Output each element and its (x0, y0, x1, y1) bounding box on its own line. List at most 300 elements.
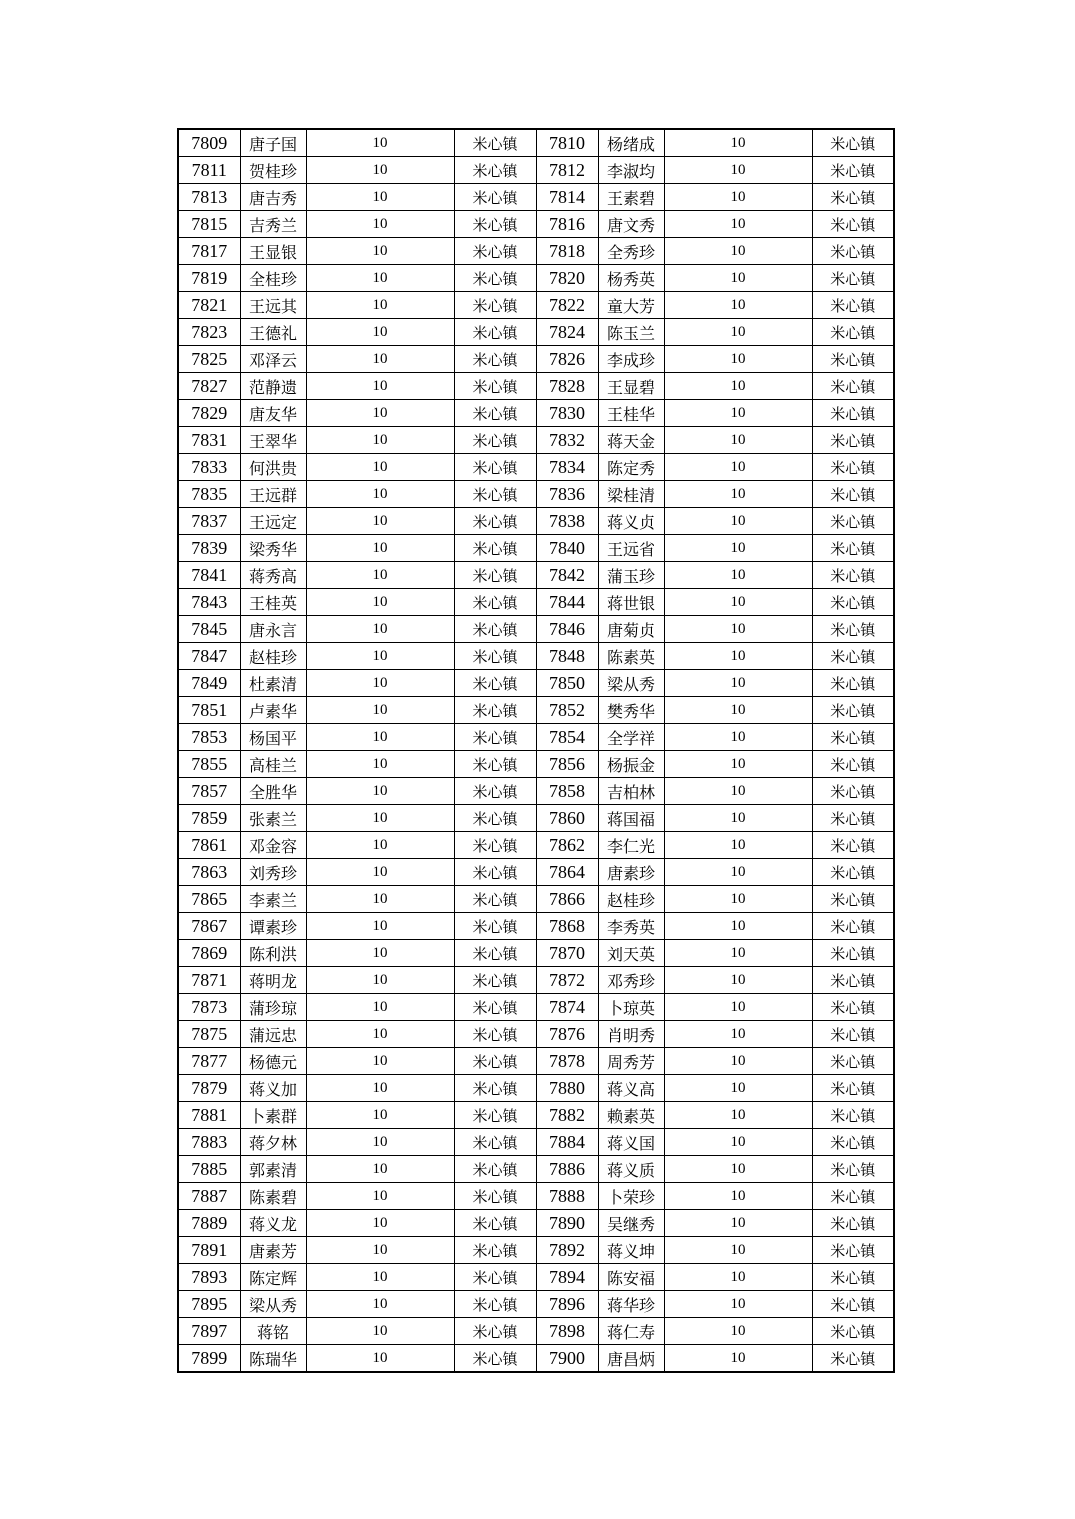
entry-number: 7848 (536, 643, 598, 670)
entry-number: 7843 (178, 589, 240, 616)
entry-town: 米心镇 (812, 184, 894, 211)
entry-amount: 10 (664, 265, 812, 292)
entry-name: 贺桂珍 (240, 157, 306, 184)
table-row (178, 157, 894, 184)
entry-town: 米心镇 (454, 1129, 536, 1156)
entry-amount: 10 (664, 562, 812, 589)
entry-name: 蒋夕林 (240, 1129, 306, 1156)
entry-number: 7814 (536, 184, 598, 211)
entry-number: 7828 (536, 373, 598, 400)
entry-number: 7869 (178, 940, 240, 967)
table-row (178, 751, 894, 778)
table-row (178, 1345, 894, 1373)
entry-name: 李素兰 (240, 886, 306, 913)
entry-amount: 10 (664, 589, 812, 616)
entry-town: 米心镇 (812, 1129, 894, 1156)
table-row (178, 562, 894, 589)
table-row (178, 697, 894, 724)
entry-town: 米心镇 (812, 1345, 894, 1373)
table-row (178, 967, 894, 994)
entry-amount: 10 (664, 1021, 812, 1048)
table-row (178, 724, 894, 751)
table-row (178, 1075, 894, 1102)
entry-number: 7818 (536, 238, 598, 265)
entry-name: 何洪贵 (240, 454, 306, 481)
entry-number: 7834 (536, 454, 598, 481)
table-row (178, 265, 894, 292)
entry-town: 米心镇 (812, 1264, 894, 1291)
entry-town: 米心镇 (454, 697, 536, 724)
entry-number: 7837 (178, 508, 240, 535)
entry-name: 谭素珍 (240, 913, 306, 940)
table-row (178, 508, 894, 535)
table-row (178, 292, 894, 319)
entry-town: 米心镇 (812, 211, 894, 238)
entry-number: 7883 (178, 1129, 240, 1156)
entry-number: 7889 (178, 1210, 240, 1237)
entry-name: 蒲玉珍 (598, 562, 664, 589)
entry-amount: 10 (306, 238, 454, 265)
entry-name: 李成珍 (598, 346, 664, 373)
entry-town: 米心镇 (812, 778, 894, 805)
entry-name: 吉秀兰 (240, 211, 306, 238)
table-row (178, 859, 894, 886)
entry-amount: 10 (664, 778, 812, 805)
entry-town: 米心镇 (812, 400, 894, 427)
entry-amount: 10 (664, 913, 812, 940)
entry-town: 米心镇 (812, 724, 894, 751)
entry-town: 米心镇 (454, 886, 536, 913)
entry-number: 7840 (536, 535, 598, 562)
entry-amount: 10 (306, 265, 454, 292)
entry-number: 7886 (536, 1156, 598, 1183)
entry-amount: 10 (664, 157, 812, 184)
entry-name: 杜素清 (240, 670, 306, 697)
entry-town: 米心镇 (812, 481, 894, 508)
entry-amount: 10 (664, 1156, 812, 1183)
entry-name: 王翠华 (240, 427, 306, 454)
entry-town: 米心镇 (812, 1210, 894, 1237)
entry-amount: 10 (306, 1129, 454, 1156)
entry-name: 王远群 (240, 481, 306, 508)
entry-amount: 10 (664, 1318, 812, 1345)
entry-number: 7894 (536, 1264, 598, 1291)
entry-town: 米心镇 (454, 589, 536, 616)
entry-name: 李仁光 (598, 832, 664, 859)
table-row (178, 1102, 894, 1129)
table-row (178, 1237, 894, 1264)
entry-town: 米心镇 (454, 238, 536, 265)
entry-amount: 10 (664, 697, 812, 724)
entry-name: 唐素珍 (598, 859, 664, 886)
entry-town: 米心镇 (454, 562, 536, 589)
entry-amount: 10 (306, 1021, 454, 1048)
entry-amount: 10 (306, 1183, 454, 1210)
table-row (178, 211, 894, 238)
entry-amount: 10 (306, 400, 454, 427)
entry-name: 蒋铭 (240, 1318, 306, 1345)
entry-number: 7858 (536, 778, 598, 805)
entry-amount: 10 (306, 1291, 454, 1318)
entry-number: 7900 (536, 1345, 598, 1373)
entry-number: 7884 (536, 1129, 598, 1156)
entry-town: 米心镇 (812, 454, 894, 481)
entry-number: 7831 (178, 427, 240, 454)
entry-name: 高桂兰 (240, 751, 306, 778)
entry-number: 7888 (536, 1183, 598, 1210)
entry-amount: 10 (664, 373, 812, 400)
entry-amount: 10 (664, 346, 812, 373)
entry-name: 陈素碧 (240, 1183, 306, 1210)
roster-body (178, 129, 894, 1372)
entry-number: 7890 (536, 1210, 598, 1237)
entry-name: 杨绪成 (598, 129, 664, 157)
entry-amount: 10 (664, 535, 812, 562)
entry-amount: 10 (306, 670, 454, 697)
entry-amount: 10 (306, 751, 454, 778)
entry-name: 王素碧 (598, 184, 664, 211)
entry-town: 米心镇 (812, 238, 894, 265)
entry-number: 7880 (536, 1075, 598, 1102)
entry-amount: 10 (664, 1048, 812, 1075)
entry-number: 7841 (178, 562, 240, 589)
entry-amount: 10 (306, 129, 454, 157)
entry-amount: 10 (664, 319, 812, 346)
entry-number: 7877 (178, 1048, 240, 1075)
table-row (178, 319, 894, 346)
table-row (178, 994, 894, 1021)
entry-amount: 10 (306, 697, 454, 724)
entry-town: 米心镇 (454, 454, 536, 481)
entry-number: 7830 (536, 400, 598, 427)
entry-number: 7817 (178, 238, 240, 265)
entry-town: 米心镇 (812, 967, 894, 994)
entry-amount: 10 (664, 886, 812, 913)
entry-name: 唐昌炳 (598, 1345, 664, 1373)
entry-amount: 10 (664, 859, 812, 886)
entry-name: 李淑均 (598, 157, 664, 184)
entry-amount: 10 (306, 292, 454, 319)
entry-name: 杨秀英 (598, 265, 664, 292)
entry-number: 7850 (536, 670, 598, 697)
entry-town: 米心镇 (454, 1318, 536, 1345)
entry-amount: 10 (664, 400, 812, 427)
entry-amount: 10 (664, 751, 812, 778)
entry-number: 7813 (178, 184, 240, 211)
entry-town: 米心镇 (812, 265, 894, 292)
entry-town: 米心镇 (812, 373, 894, 400)
entry-number: 7856 (536, 751, 598, 778)
entry-town: 米心镇 (454, 157, 536, 184)
entry-name: 陈瑞华 (240, 1345, 306, 1373)
entry-amount: 10 (664, 292, 812, 319)
entry-number: 7851 (178, 697, 240, 724)
entry-number: 7865 (178, 886, 240, 913)
entry-amount: 10 (306, 805, 454, 832)
entry-name: 肖明秀 (598, 1021, 664, 1048)
entry-name: 赵桂珍 (240, 643, 306, 670)
entry-town: 米心镇 (454, 994, 536, 1021)
entry-amount: 10 (664, 940, 812, 967)
entry-amount: 10 (664, 805, 812, 832)
entry-name: 卢素华 (240, 697, 306, 724)
entry-town: 米心镇 (812, 427, 894, 454)
entry-name: 卜荣珍 (598, 1183, 664, 1210)
entry-name: 梁桂清 (598, 481, 664, 508)
entry-number: 7874 (536, 994, 598, 1021)
entry-town: 米心镇 (812, 562, 894, 589)
entry-amount: 10 (306, 859, 454, 886)
entry-name: 王桂华 (598, 400, 664, 427)
entry-town: 米心镇 (454, 859, 536, 886)
entry-amount: 10 (306, 346, 454, 373)
entry-name: 张素兰 (240, 805, 306, 832)
entry-amount: 10 (664, 1210, 812, 1237)
entry-name: 陈素英 (598, 643, 664, 670)
entry-town: 米心镇 (812, 1075, 894, 1102)
table-row (178, 805, 894, 832)
table-row (178, 1048, 894, 1075)
entry-name: 蒋义国 (598, 1129, 664, 1156)
entry-number: 7870 (536, 940, 598, 967)
entry-amount: 10 (306, 616, 454, 643)
entry-number: 7811 (178, 157, 240, 184)
entry-town: 米心镇 (812, 1183, 894, 1210)
roster-table (177, 128, 895, 1373)
table-row (178, 373, 894, 400)
entry-amount: 10 (306, 994, 454, 1021)
table-row (178, 454, 894, 481)
table-row (178, 129, 894, 157)
entry-number: 7885 (178, 1156, 240, 1183)
entry-amount: 10 (664, 238, 812, 265)
entry-town: 米心镇 (454, 129, 536, 157)
entry-amount: 10 (664, 1075, 812, 1102)
entry-town: 米心镇 (812, 1102, 894, 1129)
entry-amount: 10 (306, 589, 454, 616)
entry-town: 米心镇 (454, 805, 536, 832)
entry-town: 米心镇 (812, 616, 894, 643)
entry-number: 7854 (536, 724, 598, 751)
entry-amount: 10 (306, 211, 454, 238)
entry-number: 7823 (178, 319, 240, 346)
entry-town: 米心镇 (812, 1237, 894, 1264)
entry-amount: 10 (306, 1156, 454, 1183)
entry-town: 米心镇 (812, 670, 894, 697)
entry-name: 卜素群 (240, 1102, 306, 1129)
entry-number: 7833 (178, 454, 240, 481)
entry-name: 杨德元 (240, 1048, 306, 1075)
entry-town: 米心镇 (812, 1291, 894, 1318)
entry-town: 米心镇 (454, 400, 536, 427)
entry-number: 7849 (178, 670, 240, 697)
entry-number: 7815 (178, 211, 240, 238)
entry-amount: 10 (664, 508, 812, 535)
entry-amount: 10 (664, 670, 812, 697)
entry-town: 米心镇 (812, 751, 894, 778)
entry-town: 米心镇 (812, 805, 894, 832)
table-row (178, 1210, 894, 1237)
entry-number: 7852 (536, 697, 598, 724)
entry-town: 米心镇 (454, 292, 536, 319)
entry-town: 米心镇 (812, 859, 894, 886)
entry-town: 米心镇 (454, 1291, 536, 1318)
entry-amount: 10 (664, 724, 812, 751)
table-row (178, 643, 894, 670)
entry-name: 吉柏林 (598, 778, 664, 805)
entry-number: 7875 (178, 1021, 240, 1048)
entry-town: 米心镇 (812, 157, 894, 184)
entry-number: 7896 (536, 1291, 598, 1318)
entry-name: 蒲远忠 (240, 1021, 306, 1048)
entry-amount: 10 (664, 967, 812, 994)
entry-town: 米心镇 (454, 1075, 536, 1102)
entry-name: 唐文秀 (598, 211, 664, 238)
table-row (178, 346, 894, 373)
entry-number: 7855 (178, 751, 240, 778)
entry-number: 7862 (536, 832, 598, 859)
entry-town: 米心镇 (454, 751, 536, 778)
entry-amount: 10 (306, 940, 454, 967)
table-row (178, 427, 894, 454)
entry-number: 7879 (178, 1075, 240, 1102)
entry-number: 7876 (536, 1021, 598, 1048)
entry-town: 米心镇 (454, 1264, 536, 1291)
entry-number: 7882 (536, 1102, 598, 1129)
entry-number: 7846 (536, 616, 598, 643)
entry-amount: 10 (664, 1237, 812, 1264)
entry-number: 7821 (178, 292, 240, 319)
entry-number: 7812 (536, 157, 598, 184)
entry-amount: 10 (306, 643, 454, 670)
entry-town: 米心镇 (812, 913, 894, 940)
entry-amount: 10 (306, 886, 454, 913)
entry-number: 7845 (178, 616, 240, 643)
entry-amount: 10 (664, 1102, 812, 1129)
entry-name: 赖素英 (598, 1102, 664, 1129)
entry-town: 米心镇 (812, 346, 894, 373)
entry-town: 米心镇 (454, 211, 536, 238)
entry-amount: 10 (664, 184, 812, 211)
entry-town: 米心镇 (812, 535, 894, 562)
entry-town: 米心镇 (812, 994, 894, 1021)
entry-amount: 10 (306, 1264, 454, 1291)
table-row (178, 1318, 894, 1345)
entry-town: 米心镇 (812, 1318, 894, 1345)
table-row (178, 886, 894, 913)
table-row (178, 1021, 894, 1048)
entry-number: 7861 (178, 832, 240, 859)
entry-town: 米心镇 (454, 1156, 536, 1183)
entry-number: 7868 (536, 913, 598, 940)
entry-number: 7847 (178, 643, 240, 670)
entry-amount: 10 (306, 832, 454, 859)
entry-number: 7829 (178, 400, 240, 427)
entry-amount: 10 (306, 1318, 454, 1345)
entry-number: 7838 (536, 508, 598, 535)
entry-name: 赵桂珍 (598, 886, 664, 913)
entry-town: 米心镇 (454, 724, 536, 751)
entry-name: 蒋明龙 (240, 967, 306, 994)
entry-number: 7853 (178, 724, 240, 751)
entry-name: 蒋义质 (598, 1156, 664, 1183)
entry-number: 7887 (178, 1183, 240, 1210)
entry-name: 梁从秀 (598, 670, 664, 697)
entry-town: 米心镇 (454, 1021, 536, 1048)
entry-number: 7839 (178, 535, 240, 562)
entry-town: 米心镇 (454, 670, 536, 697)
entry-amount: 10 (306, 184, 454, 211)
entry-town: 米心镇 (454, 319, 536, 346)
entry-town: 米心镇 (812, 129, 894, 157)
table-row (178, 1183, 894, 1210)
entry-amount: 10 (306, 535, 454, 562)
entry-number: 7810 (536, 129, 598, 157)
entry-name: 李秀英 (598, 913, 664, 940)
entry-number: 7822 (536, 292, 598, 319)
entry-number: 7835 (178, 481, 240, 508)
entry-number: 7860 (536, 805, 598, 832)
entry-number: 7878 (536, 1048, 598, 1075)
entry-number: 7873 (178, 994, 240, 1021)
entry-town: 米心镇 (454, 616, 536, 643)
entry-amount: 10 (306, 1210, 454, 1237)
entry-number: 7826 (536, 346, 598, 373)
table-row (178, 184, 894, 211)
entry-number: 7897 (178, 1318, 240, 1345)
table-row (178, 832, 894, 859)
entry-name: 吴继秀 (598, 1210, 664, 1237)
entry-town: 米心镇 (454, 832, 536, 859)
entry-town: 米心镇 (454, 373, 536, 400)
table-row (178, 535, 894, 562)
entry-town: 米心镇 (812, 832, 894, 859)
entry-town: 米心镇 (454, 1210, 536, 1237)
entry-amount: 10 (664, 427, 812, 454)
entry-town: 米心镇 (812, 697, 894, 724)
entry-name: 王远定 (240, 508, 306, 535)
entry-name: 陈利洪 (240, 940, 306, 967)
entry-name: 梁从秀 (240, 1291, 306, 1318)
entry-town: 米心镇 (454, 940, 536, 967)
entry-name: 蒋义贞 (598, 508, 664, 535)
entry-name: 范静遗 (240, 373, 306, 400)
entry-name: 蒋义高 (598, 1075, 664, 1102)
entry-name: 卜琼英 (598, 994, 664, 1021)
entry-name: 陈安福 (598, 1264, 664, 1291)
entry-amount: 10 (664, 1183, 812, 1210)
entry-name: 王显银 (240, 238, 306, 265)
entry-town: 米心镇 (454, 967, 536, 994)
entry-town: 米心镇 (454, 1048, 536, 1075)
entry-name: 全桂珍 (240, 265, 306, 292)
entry-number: 7844 (536, 589, 598, 616)
entry-name: 邓秀珍 (598, 967, 664, 994)
table-row (178, 1291, 894, 1318)
entry-name: 王德礼 (240, 319, 306, 346)
entry-amount: 10 (306, 454, 454, 481)
entry-town: 米心镇 (812, 292, 894, 319)
entry-name: 唐友华 (240, 400, 306, 427)
table-row (178, 1156, 894, 1183)
entry-number: 7881 (178, 1102, 240, 1129)
entry-amount: 10 (306, 1075, 454, 1102)
entry-amount: 10 (306, 724, 454, 751)
entry-town: 米心镇 (454, 643, 536, 670)
entry-amount: 10 (306, 1102, 454, 1129)
entry-name: 樊秀华 (598, 697, 664, 724)
entry-number: 7859 (178, 805, 240, 832)
